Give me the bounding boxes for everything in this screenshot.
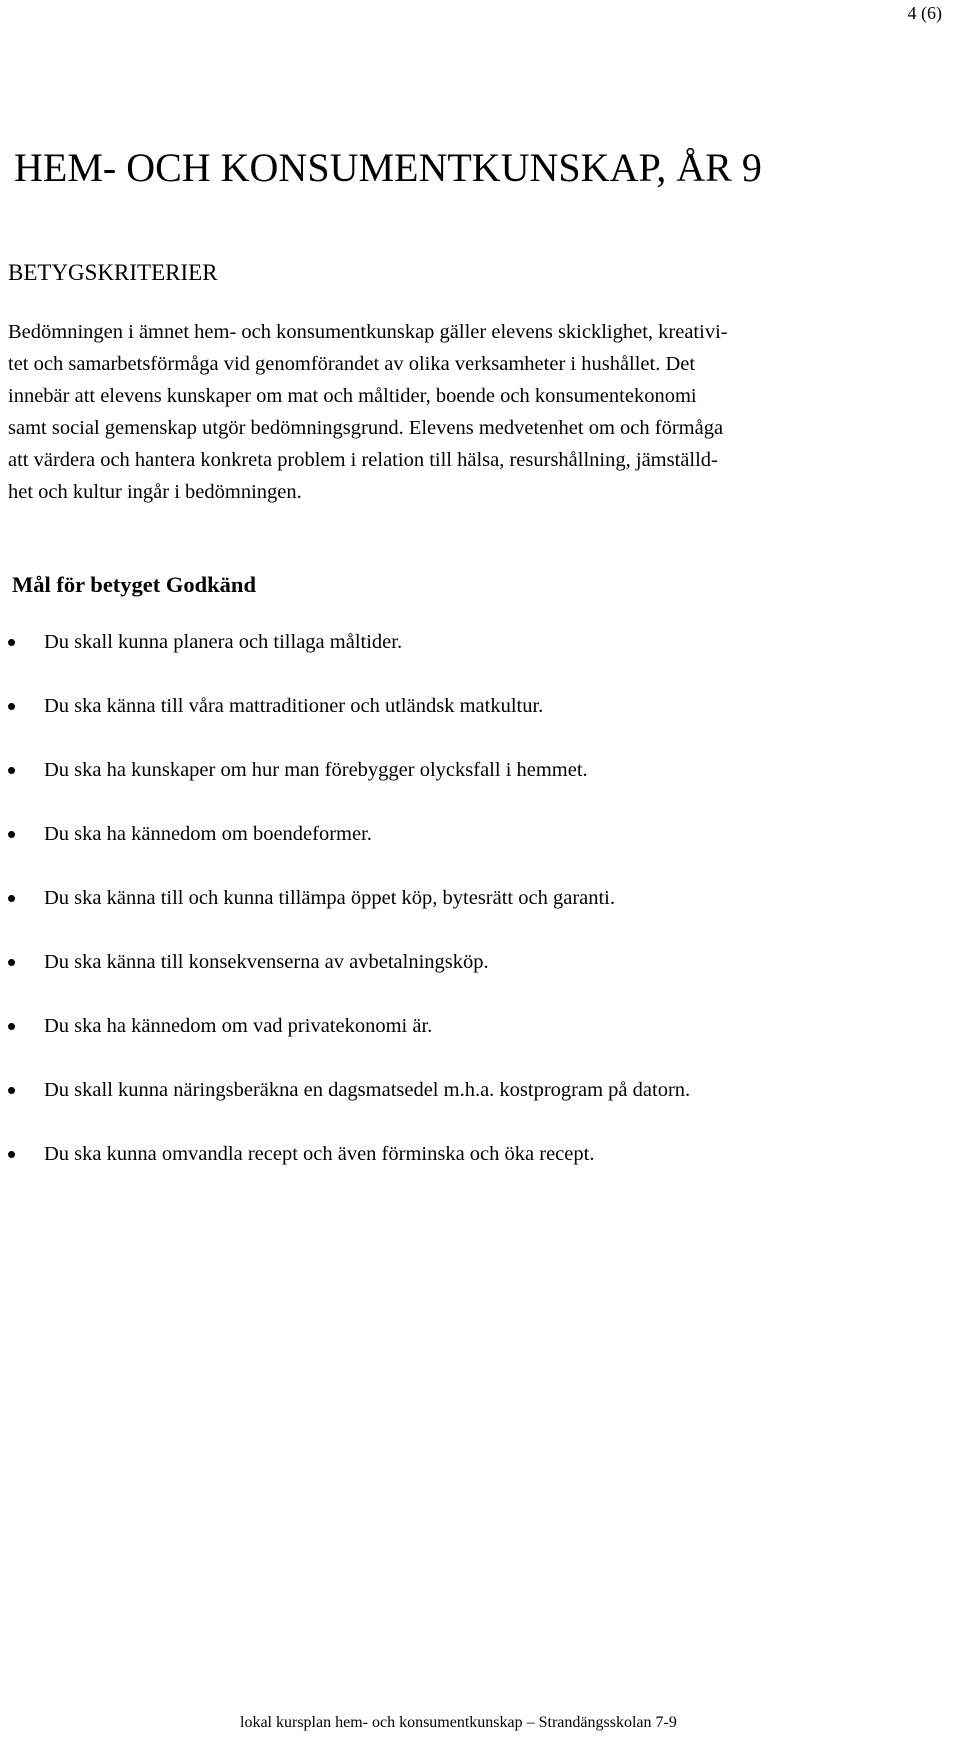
bullet-icon (8, 1087, 15, 1094)
intro-line: het och kultur ingår i bedömningen. (8, 481, 302, 503)
goal-text: Du ska kunna omvandla recept och även förminska och öka recept. (44, 1143, 595, 1165)
intro-line: samt social gemenskap utgör bedömningsgrund. Elevens medvetenhet om och förmåga (8, 417, 724, 439)
bullet-icon (8, 767, 15, 774)
goal-text: Du ska ha kännedom om boendeformer. (44, 823, 372, 845)
page-title: HEM- OCH KONSUMENTKUNSKAP, ÅR 9 (14, 145, 762, 190)
goal-text: Du ska ha kunskaper om hur man förebygger olycksfall i hemmet. (44, 759, 588, 781)
intro-line: tet och samarbetsförmåga vid genomförandet av olika verksamheter i hushållet. Det (8, 353, 696, 375)
intro-line: Bedömningen i ämnet hem- och konsumentkunskap gäller elevens skicklighet, kreativi- (8, 321, 728, 343)
bullet-icon (8, 703, 15, 710)
bullet-icon (8, 959, 15, 966)
intro-line: att värdera och hantera konkreta problem i relation till hälsa, resurshållning, jämställd- (8, 449, 718, 471)
goal-text: Du ska känna till och kunna tillämpa öppet köp, bytesrätt och garanti. (44, 887, 616, 909)
goal-text: Du ska känna till konsekvenserna av avbetalningsköp. (44, 951, 489, 973)
goal-text: Du skall kunna näringsberäkna en dagsmatsedel m.h.a. kostprogram på datorn. (44, 1079, 691, 1101)
intro-paragraph (8, 316, 958, 508)
goal-text: Du ska känna till våra mattraditioner och utländsk matkultur. (44, 695, 544, 717)
section-heading: BETYGSKRITERIER (8, 260, 218, 285)
goals-heading: Mål för betyget Godkänd (12, 572, 256, 597)
goal-text: Du skall kunna planera och tillaga måltider. (44, 631, 403, 653)
bullet-icon (8, 895, 15, 902)
bullet-icon (8, 1151, 15, 1158)
page-number: 4 (6) (907, 3, 942, 23)
intro-line: innebär att elevens kunskaper om mat och måltider, boende och konsumentekonomi (8, 385, 697, 407)
bullet-icon (8, 831, 15, 838)
page-footer: lokal kursplan hem- och konsumentkunskap – Strandängsskolan 7-9 (240, 1714, 677, 1731)
bullet-icon (8, 1023, 15, 1030)
goal-text: Du ska ha kännedom om vad privatekonomi är. (44, 1015, 433, 1037)
bullet-icon (8, 639, 15, 646)
